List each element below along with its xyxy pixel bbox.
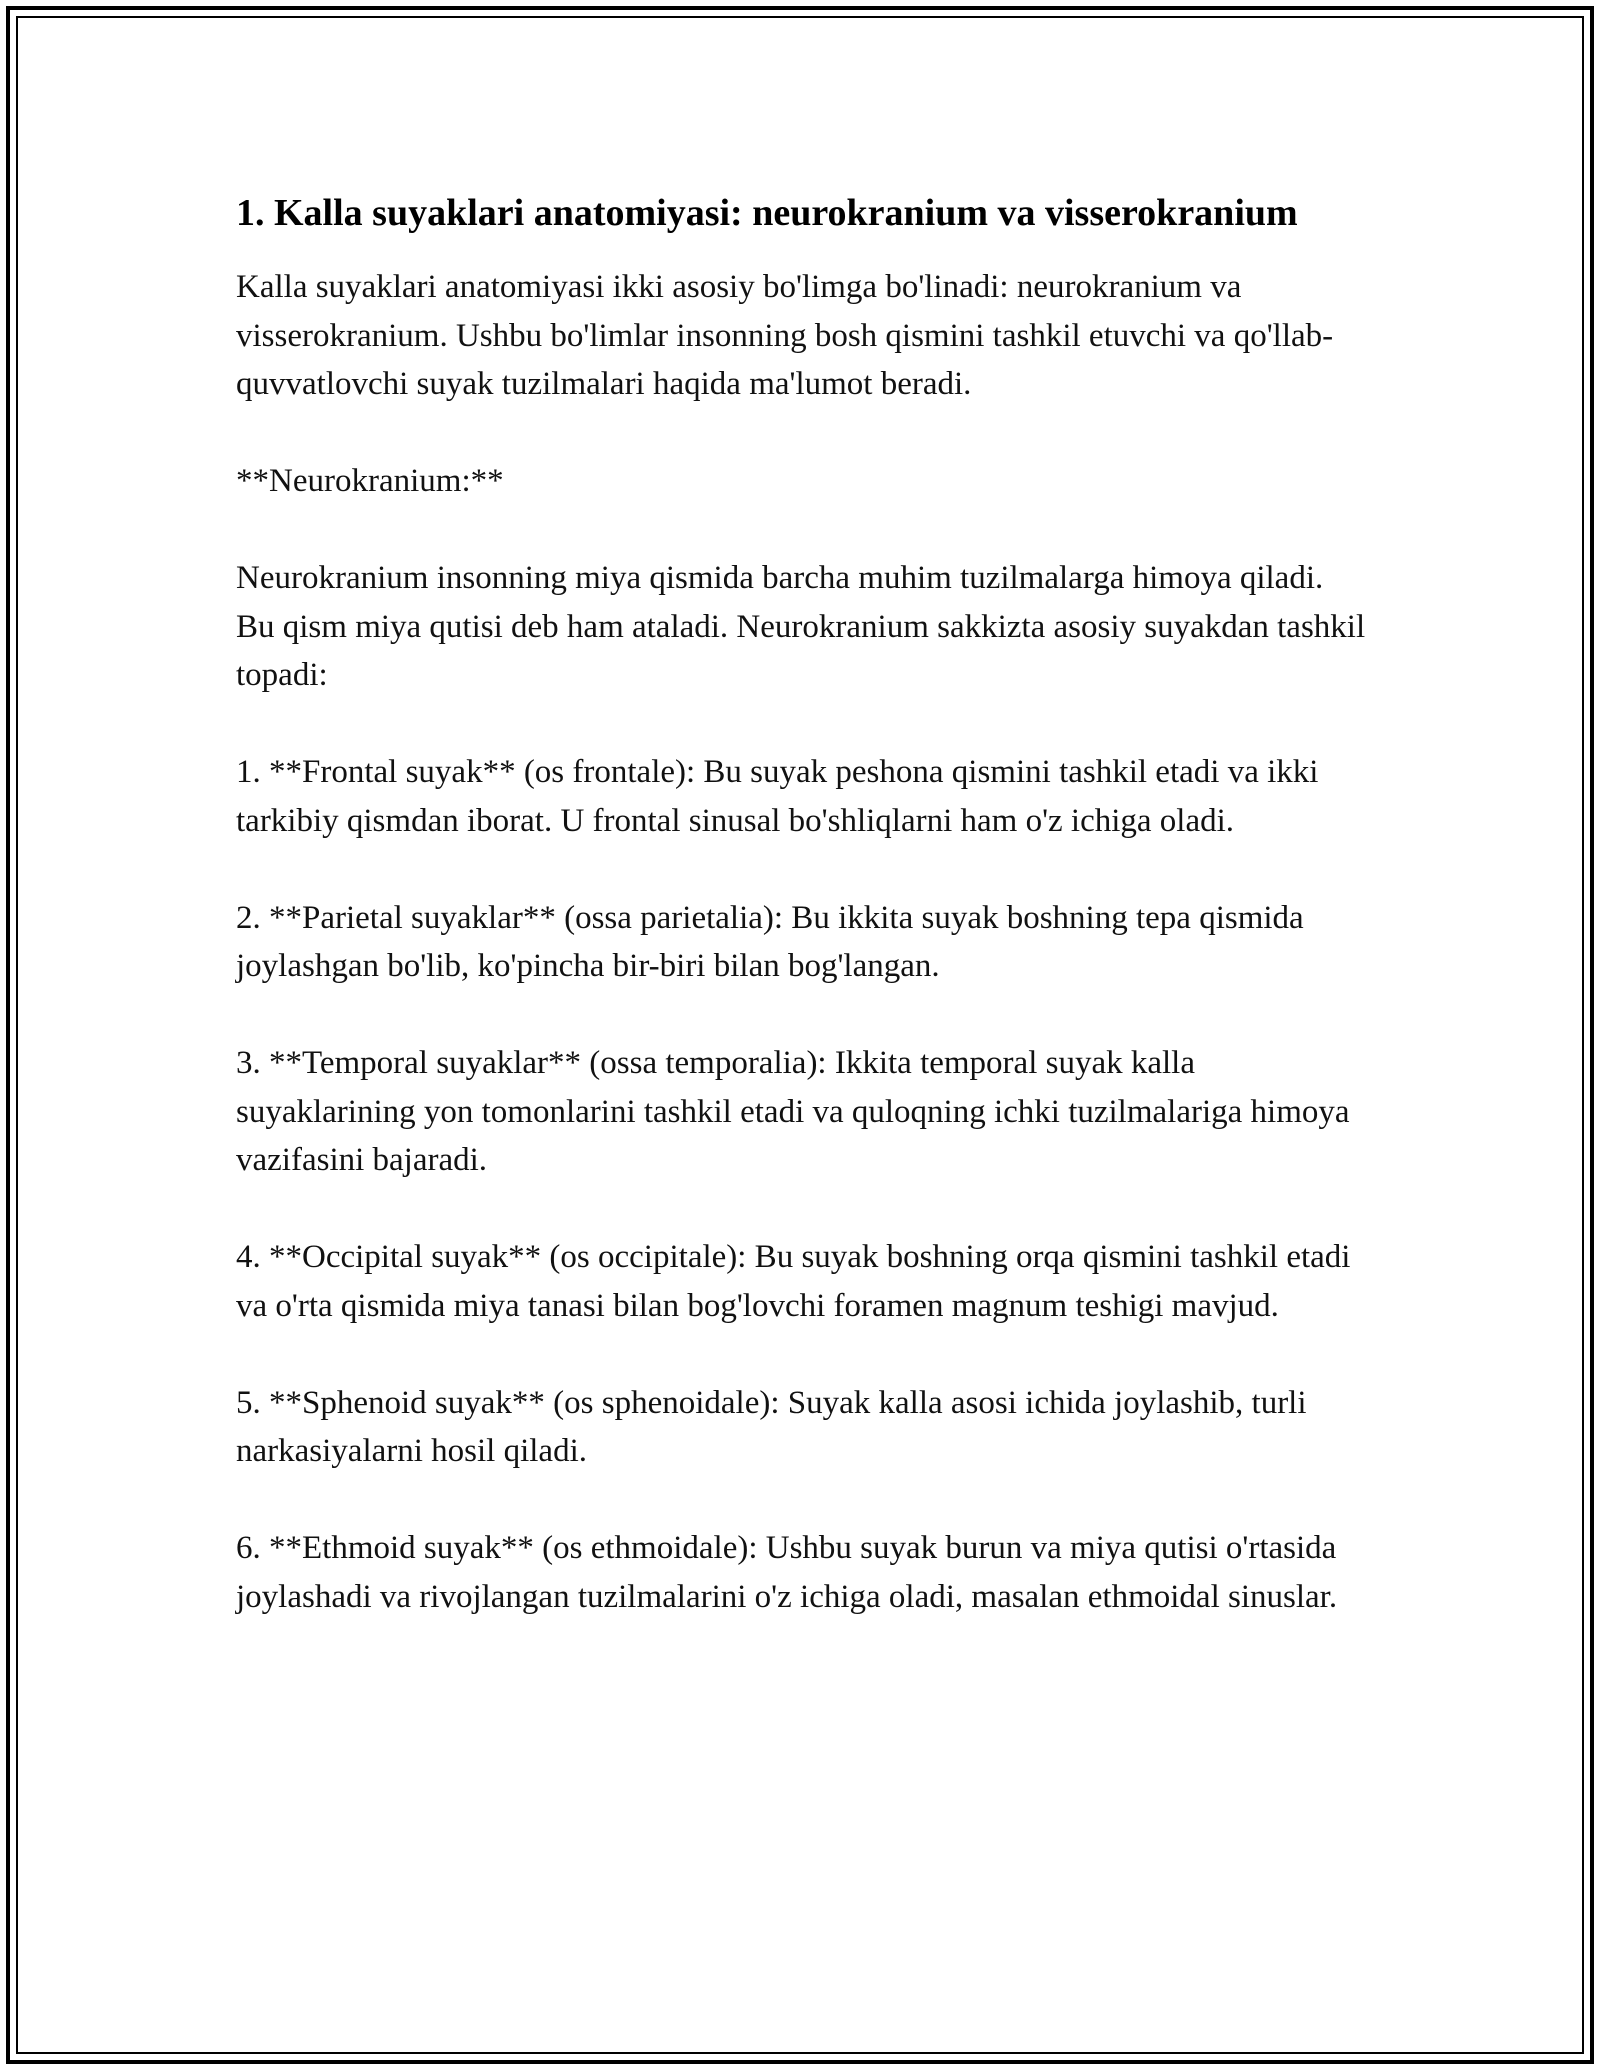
list-item-temporal: 3. **Temporal suyaklar** (ossa temporalia): Ikkita temporal suyak kalla suyaklarining yon tomonlarini tashkil etadi va quloqning ichki tuzilmalariga himoya vazifasini bajaradi. [236, 1045, 1350, 1178]
section-heading: 1. Kalla suyaklari anatomiyasi: neurokranium va visserokranium [236, 192, 1298, 234]
intro-paragraph: Kalla suyaklari anatomiyasi ikki asosiy bo'limga bo'linadi: neurokranium va visserokranium. Ushbu bo'limlar insonning bosh qismini tashkil etuvchi va qo'llab-quvvatlovchi suyak tuzilmalari haqida ma'lumot beradi. [236, 269, 1334, 402]
spacer [236, 240, 1366, 263]
spacer [236, 700, 1366, 749]
list-item-occipital: 4. **Occipital suyak** (os occipitale): Bu suyak boshning orqa qismini tashkil etadi va o'rta qismida miya tanasi bilan bog'lovchi foramen magnum teshigi mavjud. [236, 1239, 1351, 1324]
spacer [236, 845, 1366, 894]
neurokranium-paragraph: Neurokranium insonning miya qismida barcha muhim tuzilmalarga himoya qiladi. Bu qism miya qutisi deb ham ataladi. Neurokranium sakkizta asosiy suyakdan tashkil topadi: [236, 560, 1366, 693]
document-body [236, 186, 1366, 1621]
list-item-ethmoid: 6. **Ethmoid suyak** (os ethmoidale): Ushbu suyak burun va miya qutisi o'rtasida joylashadi va rivojlangan tuzilmalarini o'z ichiga oladi, masalan ethmoidal sinuslar. [236, 1530, 1338, 1615]
subheading-neurokranium: **Neurokranium:** [236, 463, 504, 499]
list-item-frontal: 1. **Frontal suyak** (os frontale): Bu suyak peshona qismini tashkil etadi va ikki tarkibiy qismdan iborat. U frontal sinusal bo'shliqlarni ham o'z ichiga oladi. [236, 754, 1319, 839]
spacer [236, 506, 1366, 555]
spacer [236, 1330, 1366, 1379]
spacer [236, 1476, 1366, 1525]
spacer [236, 409, 1366, 458]
list-item-sphenoid: 5. **Sphenoid suyak** (os sphenoidale): Suyak kalla asosi ichida joylashib, turli narkasiyalarni hosil qiladi. [236, 1384, 1307, 1469]
spacer [236, 1185, 1366, 1234]
spacer [236, 991, 1366, 1040]
list-item-parietal: 2. **Parietal suyaklar** (ossa parietalia): Bu ikkita suyak boshning tepa qismida joylashgan bo'lib, ko'pincha bir-biri bilan bog'langan. [236, 899, 1304, 984]
